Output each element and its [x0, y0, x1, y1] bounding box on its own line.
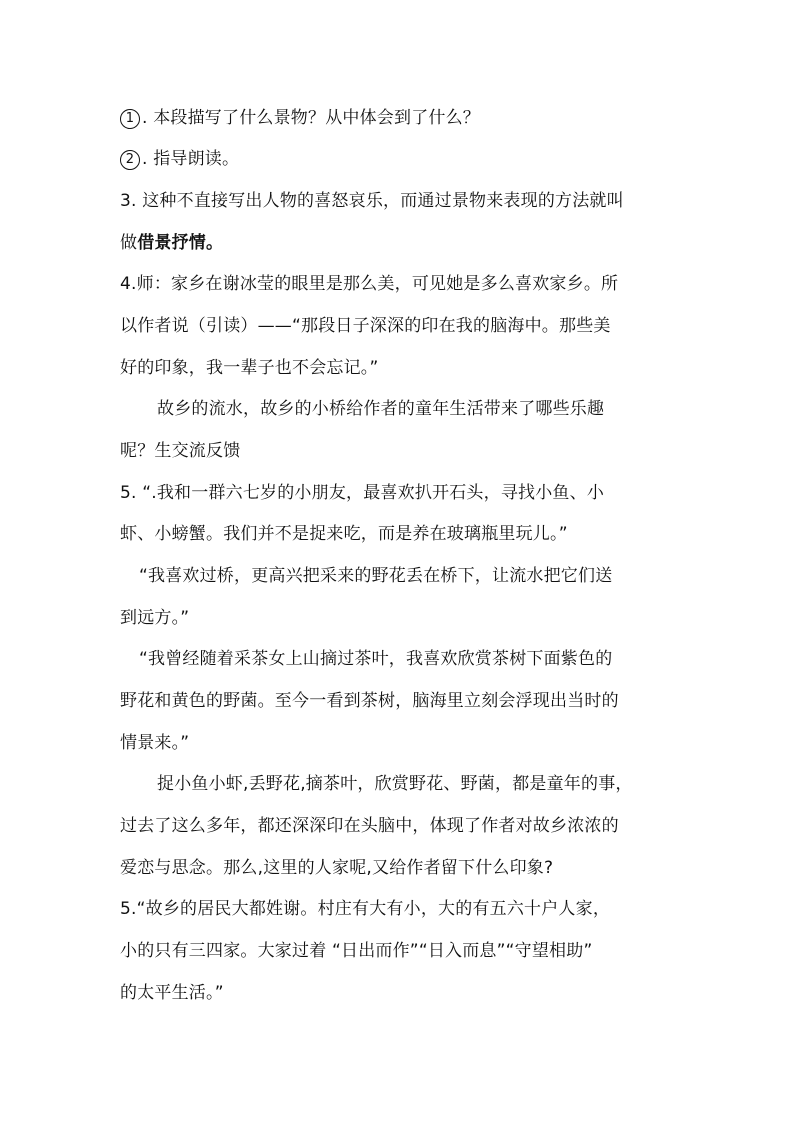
- circled-number-1: 1: [120, 109, 140, 129]
- paragraph-line: [120, 232, 223, 254]
- paragraph-line: 以作者说（引读）——“那段日子深深的印在我的脑海中。那些美: [120, 316, 611, 336]
- paragraph-line: 的太平生活。”: [120, 983, 224, 1003]
- paragraph-line: 呢？生交流反馈: [120, 441, 241, 461]
- paragraph-line: 4.师：家乡在谢冰莹的眼里是那么美，可见她是多么喜欢家乡。所: [120, 274, 619, 294]
- line-text: . 指导朗读。: [142, 149, 240, 169]
- paragraph-line: 情景来。”: [120, 733, 190, 753]
- paragraph-line: 虾、小螃蟹。我们并不是捉来吃，而是养在玻璃瓶里玩儿。”: [120, 524, 568, 544]
- paragraph-line: “我曾经随着采茶女上山摘过茶叶，我喜欢欣赏茶树下面紫色的: [139, 649, 613, 669]
- paragraph-line: 好的印象，我一辈子也不会忘记。”: [120, 358, 379, 378]
- paragraph-line: 过去了这么多年，都还深深印在头脑中，体现了作者对故乡浓浓的: [120, 816, 619, 836]
- paragraph-line: 到远方。”: [120, 608, 190, 628]
- paragraph-line: 5.“故乡的居民大都姓谢。村庄有大有小，大的有五六十户人家，: [120, 899, 611, 919]
- question-line-1: [120, 107, 480, 129]
- paragraph-line: 小的只有三四家。大家过着 “日出而作”“日入而息”“守望相助”: [120, 941, 593, 961]
- line-text: . 本段描写了什么景物？从中体会到了什么？: [142, 108, 481, 128]
- paragraph-line: 3. 这种不直接写出人物的喜怒哀乐，而通过景物来表现的方法就叫: [120, 191, 624, 211]
- paragraph-line: 野花和黄色的野菌。至今一看到茶树，脑海里立刻会浮现出当时的: [120, 691, 619, 711]
- bold-term: 借景抒情。: [137, 233, 224, 253]
- line-text: 做: [120, 233, 138, 253]
- paragraph-line: 捉小鱼小虾,丢野花,摘茶叶，欣赏野花、野菌，都是童年的事，: [157, 774, 633, 794]
- paragraph-line: 爱恋与思念。那么,这里的人家呢,又给作者留下什么印象?: [120, 858, 554, 878]
- paragraph-line: 故乡的流水，故乡的小桥给作者的童年生活带来了哪些乐趣: [157, 399, 605, 419]
- paragraph-line: 5. “.我和一群六七岁的小朋友，最喜欢扒开石头，寻找小鱼、小: [120, 483, 605, 503]
- paragraph-line: “我喜欢过桥，更高兴把采来的野花丢在桥下，让流水把它们送: [139, 566, 613, 586]
- question-line-2: [120, 148, 239, 170]
- circled-number-2: 2: [120, 150, 140, 170]
